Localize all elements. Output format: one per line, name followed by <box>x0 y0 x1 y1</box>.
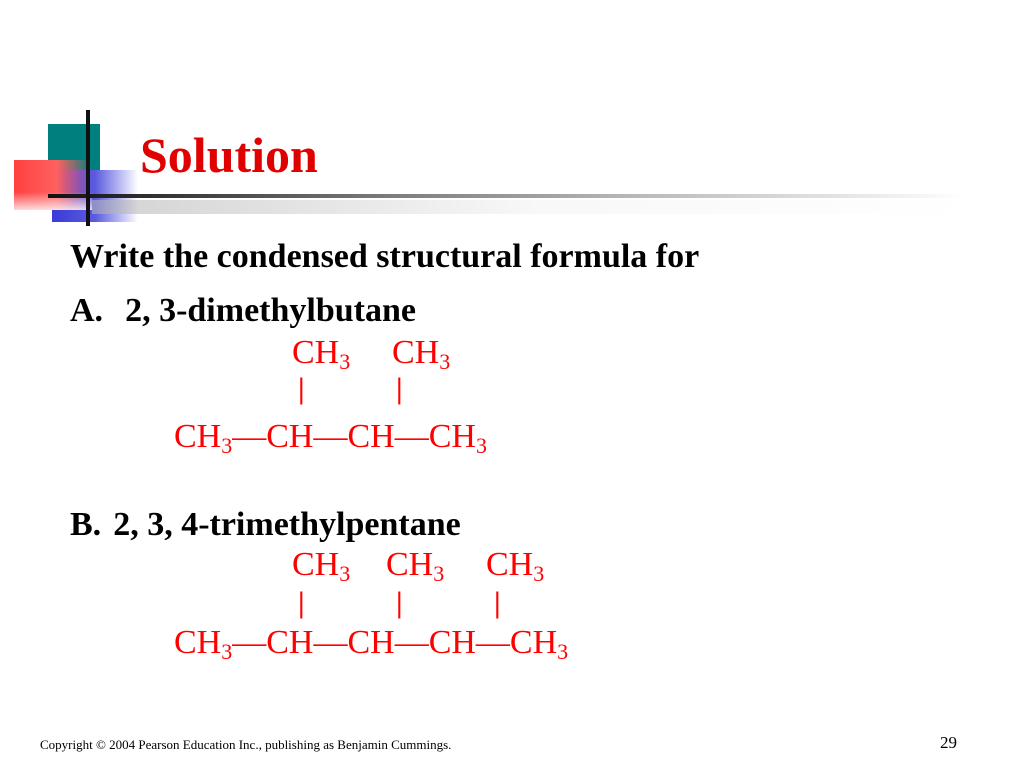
part-b-chain-mid: —CH—CH—CH—CH <box>232 624 558 661</box>
part-a-bond-2: | <box>396 372 403 405</box>
part-a-branch-1 <box>292 334 351 374</box>
part-a-branch-2 <box>392 334 451 374</box>
title-divider-line <box>48 194 968 198</box>
part-a-label: A. <box>70 292 104 329</box>
part-b-branch-3 <box>486 546 545 586</box>
part-a-name: 2, 3-dimethylbutane <box>125 292 416 329</box>
part-b-branch-3-sub: 3 <box>533 561 545 586</box>
part-b-branch-2-text: CH <box>386 546 434 583</box>
part-b-branch-1 <box>292 546 351 586</box>
part-a-main-chain <box>174 418 487 458</box>
part-a-chain-start: CH <box>174 418 222 455</box>
part-a-branch-1-text: CH <box>292 334 340 371</box>
decor-vertical-line <box>86 110 90 226</box>
part-a-chain-start-sub: 3 <box>221 433 233 458</box>
part-b-label: B. <box>70 506 102 543</box>
part-b-branch-2-sub: 3 <box>433 561 445 586</box>
part-b-branch-1-text: CH <box>292 546 340 583</box>
part-b-bond-3: | <box>494 586 501 619</box>
part-a-branch-1-sub: 3 <box>339 349 351 374</box>
part-b-branch-3-text: CH <box>486 546 534 583</box>
part-b-name: 2, 3, 4-trimethylpentane <box>113 506 461 543</box>
part-a-bond-1: | <box>298 372 305 405</box>
instruction-text: Write the condensed structural formula for <box>70 238 700 275</box>
decor-title-shadow <box>92 200 972 214</box>
copyright-footer: Copyright © 2004 Pearson Education Inc., publishing as Benjamin Cummings. <box>40 737 452 752</box>
part-b-bond-2: | <box>396 586 403 619</box>
part-a-chain-end-sub: 3 <box>475 433 487 458</box>
part-b-bond-1: | <box>298 586 305 619</box>
part-a-heading <box>70 294 416 328</box>
part-a-chain-mid: —CH—CH—CH <box>232 418 476 455</box>
part-b-chain-start-sub: 3 <box>221 639 233 664</box>
slide-title: Solution <box>140 127 318 183</box>
part-b-chain-start: CH <box>174 624 222 661</box>
part-b-branch-2 <box>386 546 445 586</box>
part-a-branch-2-sub: 3 <box>439 349 451 374</box>
part-b-main-chain <box>174 624 569 664</box>
part-b-chain-end-sub: 3 <box>557 639 569 664</box>
part-b-heading <box>70 508 461 542</box>
page-number: 29 <box>940 733 957 752</box>
part-b-branch-1-sub: 3 <box>339 561 351 586</box>
part-a-branch-2-text: CH <box>392 334 440 371</box>
